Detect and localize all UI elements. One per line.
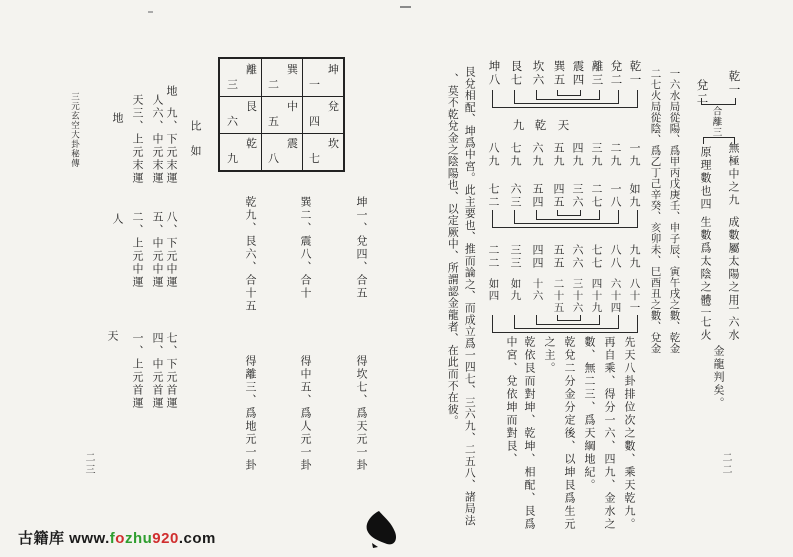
diagram-head: 乾一 bbox=[628, 60, 641, 87]
grid-cell bbox=[220, 96, 262, 134]
diagram-mult: 三九 bbox=[590, 142, 602, 168]
run-column: 四、中元首運 bbox=[151, 332, 163, 410]
diagram-square-product: 三十六 bbox=[571, 278, 583, 314]
text-column: 乾兌二分金分定後、以坤艮爲生元 bbox=[563, 336, 575, 531]
diagram-row-header: 九 bbox=[511, 119, 524, 133]
pair-bracket bbox=[703, 137, 735, 144]
diagram-head: 兌二 bbox=[609, 60, 622, 87]
text-column: 合離三 bbox=[710, 106, 721, 138]
watermark bbox=[18, 527, 216, 548]
grid-cell bbox=[220, 133, 262, 170]
trigram-number: 一 bbox=[309, 79, 320, 91]
diagram-mult: 八九 bbox=[487, 142, 499, 168]
pair-bracket bbox=[492, 315, 638, 333]
diagram-mult: 四九 bbox=[571, 142, 583, 168]
diagram-square: 八八 bbox=[609, 244, 621, 270]
ink-blot bbox=[364, 509, 402, 549]
diagram-square: 四四 bbox=[531, 244, 543, 270]
diagram-square-product: 六十四 bbox=[609, 278, 621, 314]
run-column: 三、上元末運 bbox=[131, 107, 143, 185]
run-column: 六、中元末運 bbox=[151, 107, 163, 185]
diagram-square: 七七 bbox=[590, 244, 602, 270]
sum-column: 坤一、兌四、合五 bbox=[355, 196, 367, 300]
diagram-product: 五四 bbox=[531, 183, 543, 209]
text-column: 乾依艮而對坤、乾坤、相配、艮爲 bbox=[523, 336, 535, 531]
trigram-label: 坎 bbox=[328, 138, 339, 150]
trigram-label: 震 bbox=[287, 138, 298, 150]
watermark-segment: 古籍库 bbox=[18, 530, 70, 547]
run-column: 五、中元中運 bbox=[151, 211, 163, 289]
page-number: 二二 bbox=[720, 452, 731, 476]
book-title: 三元玄空大卦秘傳 bbox=[70, 92, 81, 168]
grid-cell bbox=[302, 133, 343, 170]
grid-cell bbox=[261, 59, 303, 97]
trigram-number: 八 bbox=[268, 153, 279, 165]
intro-label: 比如 bbox=[189, 120, 201, 170]
diagram-product: 六三 bbox=[509, 183, 521, 209]
diagram-square: 五五 bbox=[552, 244, 564, 270]
diagram-mult: 六九 bbox=[531, 142, 543, 168]
diagram-square: 三三 bbox=[509, 244, 521, 270]
watermark-segment: www. bbox=[69, 530, 110, 547]
luoshu-grid bbox=[218, 57, 345, 172]
diagram-square: 九九 bbox=[628, 244, 640, 270]
diagram-product: 七二 bbox=[487, 183, 499, 209]
trigram-label: 中 bbox=[287, 101, 298, 113]
text-column: 兌二 bbox=[695, 79, 708, 106]
trigram-number: 六 bbox=[227, 116, 238, 128]
column-head: 地 bbox=[165, 85, 177, 98]
diagram-square-product: 如九 bbox=[509, 278, 521, 302]
watermark-segment: f bbox=[109, 530, 116, 547]
diagram-square: 二二 bbox=[487, 244, 499, 270]
group-label: 人 bbox=[111, 213, 123, 226]
diagram-square-product: 二十五 bbox=[552, 278, 564, 314]
text-column: 二七火局從陰、爲乙丁己辛癸、亥卯未、巳酉丑之數、兌金 bbox=[649, 68, 661, 354]
diagram-head: 艮七 bbox=[509, 60, 522, 87]
grid-cell bbox=[302, 96, 343, 134]
trigram-label: 兌 bbox=[328, 101, 339, 113]
diagram-product: 如九 bbox=[628, 183, 640, 209]
text-column: 數、無二三、爲天綱地紀。 bbox=[583, 336, 595, 492]
diagram-mult: 二九 bbox=[609, 142, 621, 168]
text-column: 成數屬太陽之用 bbox=[727, 216, 739, 307]
trigram-number: 三 bbox=[227, 79, 238, 91]
diagram-row-header: 天 bbox=[556, 119, 569, 133]
sum-column: 乾九、艮六、合十五 bbox=[244, 196, 256, 313]
page-number: 二三 bbox=[83, 452, 94, 476]
diagram-head: 巽五 bbox=[552, 60, 565, 87]
trigram-label: 離 bbox=[246, 64, 257, 76]
group-label: 天 bbox=[106, 330, 118, 343]
diagram-square-product: 四十九 bbox=[590, 278, 602, 314]
diagram-head: 震四 bbox=[571, 60, 584, 87]
text-column: 中宮、兌依坤而對艮、 bbox=[505, 336, 517, 466]
diagram-product: 三六 bbox=[571, 183, 583, 209]
diagram-head: 離三 bbox=[590, 60, 603, 87]
scan-mark bbox=[148, 11, 153, 13]
text-column: 金龍判矣。 bbox=[712, 345, 724, 410]
grid-cell bbox=[220, 59, 262, 97]
sum-column: 巽二、震八、合十 bbox=[299, 196, 311, 300]
result-column: 得中五、爲人元一卦 bbox=[299, 355, 311, 472]
diagram-product: 二七 bbox=[590, 183, 602, 209]
text-column: 生數爲太陰之體 bbox=[699, 216, 711, 307]
text-column: 乾一 bbox=[727, 70, 740, 97]
trigram-label: 乾 bbox=[246, 138, 257, 150]
diagram-row-header: 乾 bbox=[533, 119, 546, 133]
column-head: 人 bbox=[151, 94, 163, 107]
watermark-segment: zhu bbox=[124, 530, 153, 547]
pair-bracket bbox=[492, 90, 638, 108]
group-label: 地 bbox=[111, 112, 123, 125]
diagram-square-product: 十六 bbox=[531, 278, 543, 302]
trigram-label: 坤 bbox=[328, 64, 339, 76]
trigram-number: 五 bbox=[268, 116, 279, 128]
grid-cell bbox=[302, 59, 343, 97]
text-column: 、莫不乾兌金之陰陽也、以定厥中、所謂認金龍者、在此而不在彼。 bbox=[446, 73, 459, 427]
diagram-square-product: 八十一 bbox=[628, 278, 640, 314]
text-column: 無極中之九 bbox=[727, 142, 739, 207]
result-column: 得離三、爲地元一卦 bbox=[244, 355, 256, 472]
grid-cell bbox=[261, 96, 303, 134]
watermark-segment: 920 bbox=[152, 530, 179, 547]
run-column: 一、上元首運 bbox=[131, 332, 143, 410]
watermark-segment: .com bbox=[178, 530, 216, 547]
pair-bracket bbox=[701, 98, 736, 105]
text-column: 一六水 bbox=[727, 303, 739, 342]
diagram-mult: 一九 bbox=[628, 142, 640, 168]
text-column: 之主。 bbox=[543, 336, 555, 375]
pair-bracket bbox=[492, 210, 638, 228]
scan-mark bbox=[400, 6, 411, 8]
run-column: 八、下元中運 bbox=[165, 211, 177, 289]
diagram-head: 坎六 bbox=[531, 60, 544, 87]
trigram-label: 艮 bbox=[246, 101, 257, 113]
diagram-product: 四五 bbox=[552, 183, 564, 209]
trigram-number: 二 bbox=[268, 79, 279, 91]
diagram-square: 六六 bbox=[571, 244, 583, 270]
run-column: 九、下元末運 bbox=[165, 107, 177, 185]
text-column: 原理數也四 bbox=[699, 146, 711, 211]
text-column: 二七火 bbox=[699, 303, 711, 342]
trigram-number: 七 bbox=[309, 153, 320, 165]
trigram-label: 巽 bbox=[287, 64, 298, 76]
run-column: 七、下元首運 bbox=[165, 332, 177, 410]
watermark-segment: o bbox=[115, 530, 125, 547]
grid-cell bbox=[261, 133, 303, 170]
column-head: 天 bbox=[131, 94, 143, 107]
text-column: 艮兌相配、坤爲中宮。此主要也、推而論之、而成立爲一四七、三六九、二五八、諸局法 bbox=[463, 66, 476, 527]
diagram-product: 一八 bbox=[609, 183, 621, 209]
result-column: 得坎七、爲天元一卦 bbox=[355, 355, 367, 472]
diagram-square-product: 如四 bbox=[487, 278, 499, 302]
diagram-mult: 五九 bbox=[552, 142, 564, 168]
run-column: 二、上元中運 bbox=[131, 211, 143, 289]
trigram-number: 四 bbox=[309, 116, 320, 128]
diagram-mult: 七九 bbox=[509, 142, 521, 168]
trigram-number: 九 bbox=[227, 153, 238, 165]
text-column: 再自乘、得分一六、四九、金水之 bbox=[603, 336, 615, 531]
text-column: 先天八卦排位次之數、乘天乾九。 bbox=[623, 336, 635, 531]
diagram-head: 坤八 bbox=[487, 60, 500, 87]
text-column: 一六水局從陽、爲甲丙戊庚壬、申子辰、寅午戌之數、乾金 bbox=[668, 68, 680, 354]
